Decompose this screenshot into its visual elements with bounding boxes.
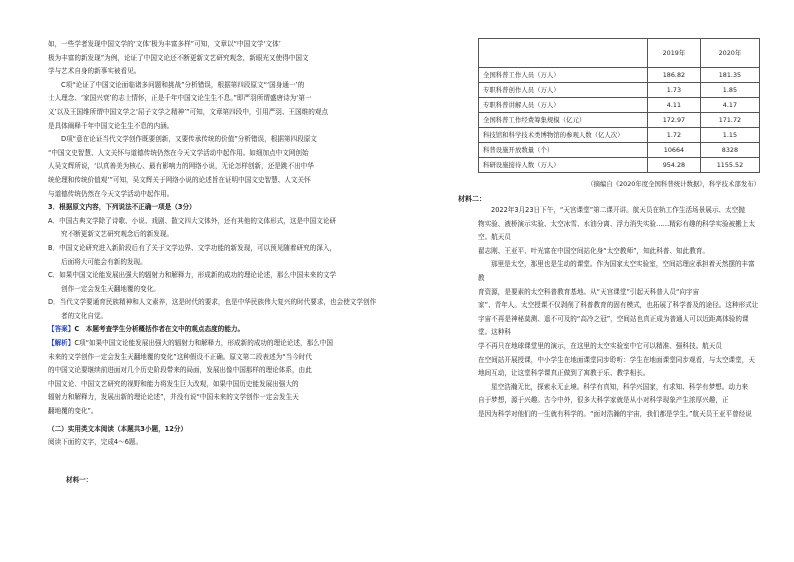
- option-b-line-1: 后面将大可能会有新的发现。: [61, 257, 147, 266]
- value-2019: 186.82: [648, 68, 701, 83]
- table-header-row: [479, 39, 760, 68]
- para2-line-0: C项“论证了中国文论面临诸多问题和挑战”分析错误，根据第四段原文“‘国身通一’的: [61, 80, 305, 89]
- para3-line-3: 统伦理和传统价值观’”可知，吴文辉关于网络小说的论述旨在证明中国文史智慧、人文关怀: [48, 175, 311, 184]
- option-b-line-0: B．中国文论研究进入新阶段后有了关于文学边界、文学功能的新发现，可以预见随着研究的深入，: [48, 243, 337, 252]
- value-2020: 4.17: [700, 98, 759, 113]
- table-row: [479, 113, 760, 128]
- row-label: 科研设施接待人数（万人）: [479, 158, 648, 173]
- analysis-line-2: 的中国文论要继续前进面对几个历史阶段带来的局面，发展出像中国那样的理论体系，由此: [48, 366, 312, 375]
- row-label: 专职科普创作人员（万人）: [479, 83, 648, 98]
- left-column: [48, 0, 390, 487]
- analysis-line-1: 未来的文学创作一定会发生天翻地覆的变化”这种假设不正确。原文第二段表述为“当今时代: [48, 352, 312, 361]
- value-2019: 10664: [648, 143, 701, 158]
- value-2020: 1.85: [700, 83, 759, 98]
- table-row: [479, 68, 760, 83]
- m2-para2-line-6: 地间互动，让这堂科学课真正做到了寓教于乐、教学相长。: [478, 369, 650, 378]
- para3-line-4: 与道德传统仍然在今天文学活动中起作用。: [48, 189, 174, 198]
- section-2-heading: （二）实用类文本阅读（本题共3小题，12分）: [48, 424, 188, 433]
- m2-para2-line-4: 学不再只在地球课堂里的演示，在这里的太空实验室中它可以精准、强科技。航天员: [478, 341, 722, 350]
- value-2019: 1.73: [648, 83, 701, 98]
- row-label: 科普设施开放数量（个）: [479, 143, 648, 158]
- value-2020: 1155.52: [700, 158, 759, 173]
- para1-line-0: 如，一些学者发现中国文学的‘文体’极为丰富多样”可知，文章以“中国文学‘文体’: [48, 40, 281, 48]
- m2-para3-line-1: 自于梦想，源于兴趣。古今中外，很多大科学家就是从小对科学现象产生浓厚兴趣，正: [478, 396, 729, 405]
- para1-line-1: 极为丰富的新发现”为例，论证了中国文论还不断更新文艺研究观念，新眼光又使得中国文: [48, 53, 309, 62]
- value-2019: 172.97: [648, 113, 701, 128]
- analysis-line-5: 翻地覆的变化”。: [48, 407, 98, 416]
- value-2020: 8328: [700, 143, 759, 158]
- material-2-heading: 材料二：: [458, 195, 486, 203]
- value-2019: 4.11: [648, 98, 701, 113]
- para3-line-0: D项“意在论证当代文学创作既要创新，又要传承传统的价值”分析错误，根据第四段原文: [61, 135, 317, 144]
- option-d-line-1: 者的文化自觉。: [61, 311, 108, 320]
- answer-label: 【答案】: [48, 325, 75, 334]
- para2-line-1: 士人理念、‘家国兴衰’的志士情怀，正是千年中国文论生生不息。”即严羽所谓盛唐诗为‘第一: [48, 94, 312, 103]
- m2-para2-line-5: 在空间站开展授课，中小学生在地面课堂同步聆听：学生在地面课堂同步观看，与太空课堂，天: [478, 355, 755, 364]
- m2-para2-line-3: 宇宙不再是神秘莫测、遥不可及的“高冷之冠”，空间站也真正成为普通人可以近距离体验的课堂。这种科: [478, 314, 749, 337]
- analysis-label: 【解析】: [48, 339, 75, 348]
- value-2020: 1.15: [700, 128, 759, 143]
- answer: [48, 323, 390, 337]
- row-label: 全国科普工作人员（万人）: [479, 68, 648, 83]
- table-row: [479, 158, 760, 173]
- para3-line-1: “中国文史智慧、人文关怀与道德传统仍然在今天文学活动中起作用。如细加点中文网创始: [48, 148, 309, 157]
- m2-para2-line-2: 家”、青年人。太空授课不仅剥削了科普教育的固有模式，也拓展了科学普及的途径。这种形式让: [478, 301, 759, 310]
- row-label: 专职科普讲解人员（万人）: [479, 98, 648, 113]
- m2-para3-line-2: 是因为科学对他们的一生就有科学的。“面对浩瀚的宇宙，我们都是学生。”航天员王亚平曾经说: [478, 409, 752, 418]
- value-2019: 1.72: [648, 128, 701, 143]
- table-header-cell: [479, 39, 648, 68]
- option-a-line-0: A．中国古典文学除了诗歌、小说、戏剧、散文四大文体外，还有其他的文体形式，这是中国文论研: [48, 216, 337, 225]
- m2-para1-line-1: 物实验、液桥演示实验、太空冰雪、水油分离、浮力消失实验……精彩有趣的科学实验被搬上太空。航天员: [478, 219, 755, 242]
- row-label: 全国科普工作经费筹集规模（亿元）: [479, 113, 648, 128]
- right-column: [458, 0, 760, 422]
- analysis-line-3: 中国文论、中国文艺研究的视野和能力将发生巨大改观，如果中国历史能发展出强大的: [48, 379, 299, 388]
- m2-para1-line-2: 翟志刚、王亚平、叶光富在中国空间站化身“太空教师”，知此科普、知此教育。: [478, 246, 710, 255]
- value-2020: 171.72: [700, 113, 759, 128]
- option-a-line-1: 究不断更新文艺研究观念后的新发现。: [61, 230, 174, 239]
- option-c-line-1: 创作一定会发生天翻地覆的变化。: [61, 284, 160, 293]
- analysis-text-0: C项“如果中国文论能发展出强大的辐射力和解释力，形成新的成功的理论论述，那么中国: [74, 339, 333, 348]
- table-row: [479, 83, 760, 98]
- option-c-line-0: C．如果中国文论能发展出强大的辐射力和解释力，形成新的成功的理论论述，那么中国未来的文学: [48, 271, 337, 280]
- m2-para3-line-0: 星空浩瀚无比，探索永无止境。科学有真知，科学兴国家，有求知、科学有梦想。动力来: [491, 382, 749, 391]
- statistics-table: [478, 38, 760, 173]
- answer-text: C 本题考查学生分析概括作者在文中的观点态度的能力。: [74, 325, 245, 334]
- m2-para1-line-0: 2022年3月23日下午，“天宫课堂”第二课开讲。航天员在轨工作生活场景展示、太空抛: [491, 206, 745, 214]
- para2-line-3: 是具体阐释千年中国文论生生不息的内涵。: [48, 121, 174, 130]
- table-header-cell: 2020年: [700, 39, 759, 68]
- table-row: [479, 98, 760, 113]
- table-row: [479, 143, 760, 158]
- analysis-line-0: [48, 337, 390, 351]
- para1-line-2: 学与艺术自身的新事实被看见。: [48, 67, 141, 76]
- m2-para2-line-0: 那里是太空，那里也是生动的课堂。作为国家太空实验室，空间站理应承担着天然摆的丰富教: [478, 260, 755, 282]
- analysis-line-4: 辐射力和解释力，发展出新的理论论述”，并没有说“中国未来的文学创作一定会发生天: [48, 393, 299, 402]
- value-2019: 954.28: [648, 158, 701, 173]
- value-2020: 181.35: [700, 68, 759, 83]
- row-label: 科技馆和科学技术类博物馆的参观人数（亿人次）: [479, 128, 648, 143]
- instruction: 阅读下面的文字，完成4～6题。: [48, 438, 143, 447]
- m2-para2-line-1: 育资源，是要素的太空科普教育基地。从“天宫课堂”引起天科普人员“向宇宙: [478, 287, 700, 296]
- option-d-line-0: D．当代文学要通育民族精神和人文素养，这是时代的要求，也是中华民族伟大复兴的时代要求，也会使文学创作: [48, 298, 377, 307]
- para3-line-2: 人吴文辉所说，‘以真善美为核心、最有影响力的网络小说，无论怎样创新，还是跳不出中华: [48, 162, 314, 171]
- question-3: 3．根据原文内容，下列说法不正确一项是（3分）: [48, 203, 196, 212]
- material-1-heading: 材料一：: [66, 475, 93, 484]
- table-row: [479, 128, 760, 143]
- table-source-note: （摘编自《2020年度全国科普统计数据》，科学技术部发布）: [587, 180, 760, 188]
- table-header-cell: 2019年: [648, 39, 701, 68]
- para2-line-2: 义’以及王国维所谓中国文学之‘屈子文学之精神’”可知，文章第四段中，引用严羽、王国维的观点: [48, 107, 329, 116]
